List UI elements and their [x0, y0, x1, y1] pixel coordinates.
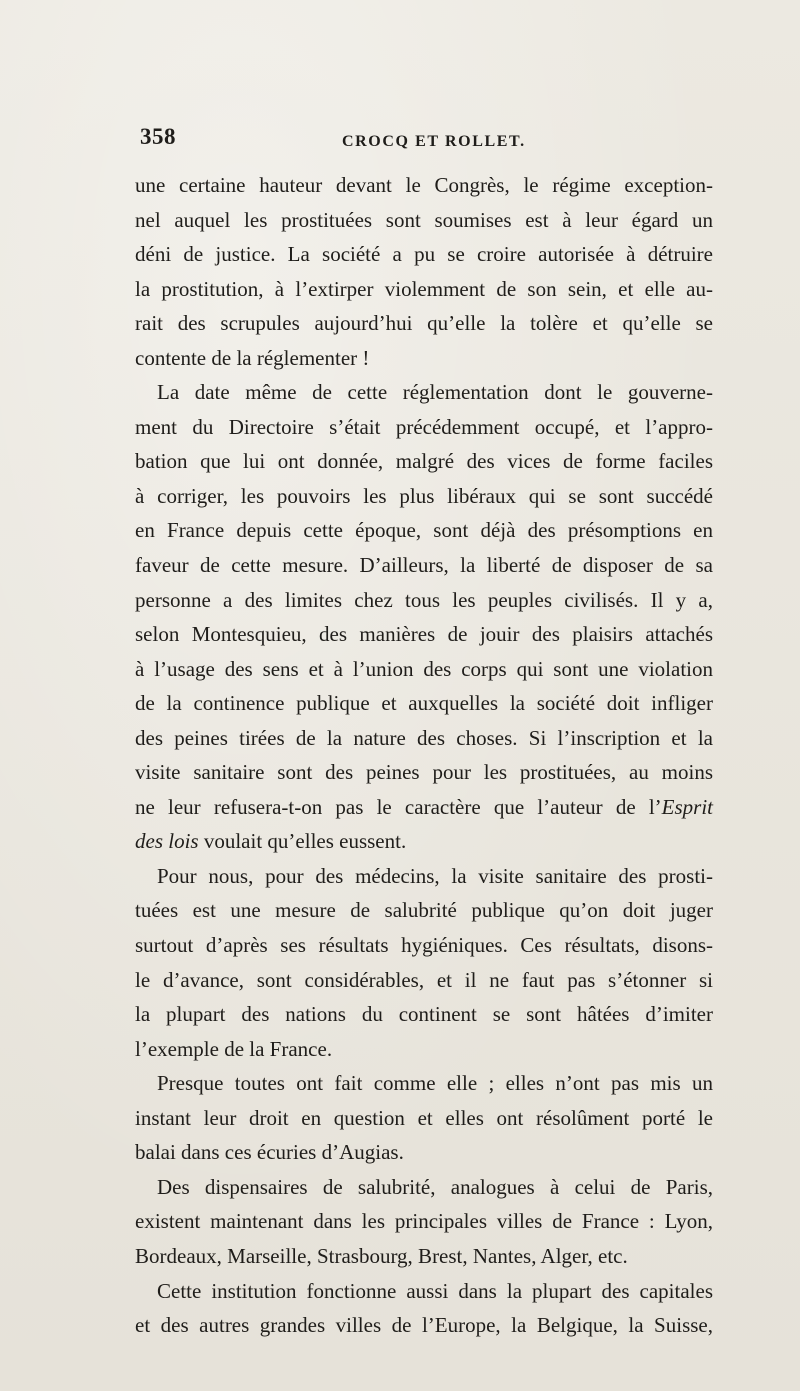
- text-line: bation que lui ont donnée, malgré des vices de forme faciles: [135, 449, 713, 474]
- text-line: de la continence publique et auxquelles la société doit infliger: [135, 691, 713, 716]
- body-text: [135, 168, 713, 1343]
- paragraph-1: [135, 168, 713, 375]
- text-line: ment du Directoire s’était précédemment occupé, et l’appro-: [135, 414, 713, 439]
- text-line: à corriger, les pouvoirs les plus libéraux qui se sont succédé: [135, 483, 713, 508]
- text-line: la prostitution, à l’extirper violemment de son sein, et elle au-: [135, 276, 713, 301]
- text-line: et des autres grandes villes de l’Europe, la Belgique, la Suisse,: [135, 1313, 713, 1338]
- text-line: Cette institution fonctionne aussi dans la plupart des capitales: [157, 1278, 713, 1303]
- paragraph-4: [135, 1066, 713, 1170]
- paragraph-2: [135, 375, 713, 859]
- paragraph-6: [135, 1274, 713, 1343]
- page-header: [140, 124, 712, 154]
- italic-title-part: Esprit: [661, 794, 713, 819]
- text-line: des peines tirées de la nature des choses. Si l’inscription et la: [135, 725, 713, 750]
- text-line: instant leur droit en question et elles ont résolûment porté le: [135, 1105, 713, 1130]
- text-span: ne leur refusera-t-on pas le caractère que l’auteur de l’: [135, 794, 662, 819]
- paragraph-5: [135, 1170, 713, 1274]
- page-number: 358: [140, 124, 176, 149]
- text-line-with-italic: [135, 824, 713, 859]
- italic-title-part: des lois: [135, 829, 199, 854]
- text-line: tuées est une mesure de salubrité publique qu’on doit juger: [135, 898, 713, 923]
- text-span: voulait qu’elles eussent.: [198, 829, 407, 854]
- text-line: rait des scrupules aujourd’hui qu’elle la tolère et qu’elle se: [135, 311, 713, 336]
- text-line: surtout d’après ses résultats hygiéniques. Ces résultats, disons-: [135, 933, 713, 958]
- text-line: Pour nous, pour des médecins, la visite sanitaire des prosti-: [157, 863, 713, 888]
- text-line: Presque toutes ont fait comme elle ; elles n’ont pas mis un: [157, 1071, 713, 1096]
- text-line: Bordeaux, Marseille, Strasbourg, Brest, Nantes, Alger, etc.: [135, 1243, 628, 1268]
- text-line: l’exemple de la France.: [135, 1036, 333, 1061]
- text-line: une certaine hauteur devant le Congrès, le régime exception-: [135, 173, 713, 197]
- text-line: selon Montesquieu, des manières de jouir des plaisirs attachés: [135, 622, 713, 647]
- text-line: faveur de cette mesure. D’ailleurs, la liberté de disposer de sa: [135, 553, 713, 578]
- text-line: existent maintenant dans les principales villes de France : Lyon,: [135, 1209, 713, 1234]
- text-line: visite sanitaire sont des peines pour les prostituées, au moins: [135, 760, 713, 785]
- paragraph-3: [135, 859, 713, 1066]
- text-line: déni de justice. La société a pu se croire autorisée à détruire: [135, 242, 713, 267]
- text-line: la plupart des nations du continent se sont hâtées d’imiter: [135, 1002, 713, 1027]
- text-line: balai dans ces écuries d’Augias.: [135, 1140, 404, 1165]
- text-line: contente de la réglementer !: [135, 345, 370, 370]
- text-line: Des dispensaires de salubrité, analogues à celui de Paris,: [157, 1174, 713, 1199]
- text-line: le d’avance, sont considérables, et il ne faut pas s’étonner si: [135, 967, 713, 992]
- text-line: personne a des limites chez tous les peuples civilisés. Il y a,: [135, 587, 713, 612]
- text-line: nel auquel les prostituées sont soumises est à leur égard un: [135, 207, 713, 232]
- text-line: en France depuis cette époque, sont déjà des présomptions en: [135, 518, 713, 543]
- text-line-with-italic: [135, 790, 713, 825]
- running-head: CROCQ ET ROLLET.: [342, 133, 526, 150]
- text-line: à l’usage des sens et à l’union des corps qui sont une violation: [135, 656, 713, 681]
- text-line: La date même de cette réglementation dont le gouverne-: [157, 380, 713, 405]
